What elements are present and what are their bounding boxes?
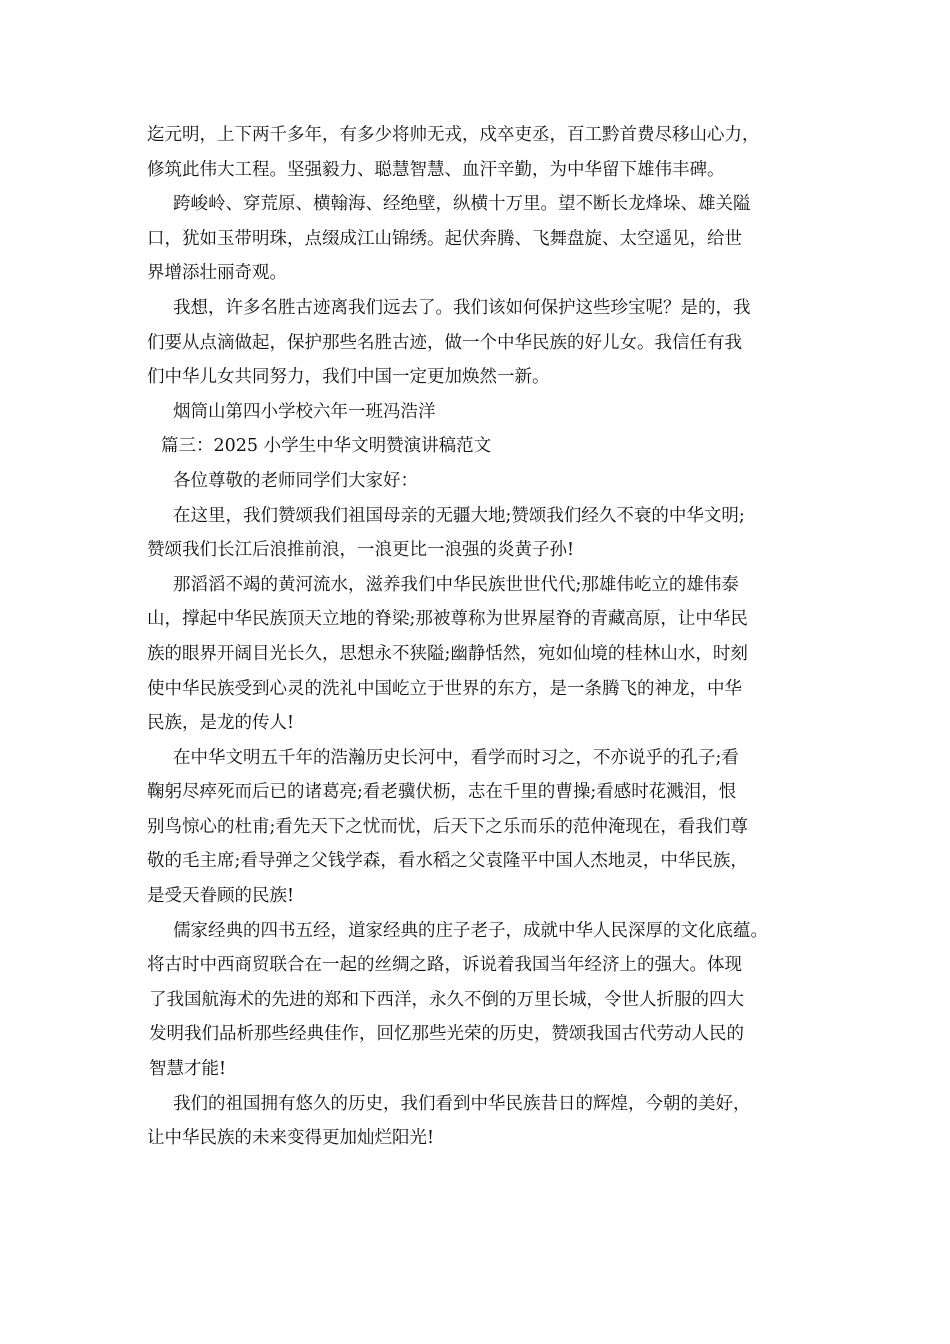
paragraph-start-line: 在这里，我们赞颂我们祖国母亲的无疆大地;赞颂我们经久不衰的中华文明; (173, 505, 745, 526)
text-line: 使中华民族受到心灵的洗礼中国屹立于世界的东方，是一条腾飞的神龙，中华 (147, 678, 742, 699)
text-line: 民族，是龙的传人! (147, 713, 295, 734)
text-line: 了我国航海术的先进的郑和下西洋，永久不倒的万里长城，令世人折服的四大 (149, 989, 744, 1010)
paragraph-start-line: 跨峻岭、穿荒原、横翰海、经绝壁，纵横十万里。望不断长龙烽垛、雄关隘 (173, 194, 751, 215)
text-line: 鞠躬尽瘁死而后已的诸葛亮;看老骥伏枥，志在千里的曹操;看感时花溅泪，恨 (147, 782, 737, 803)
text-line: 让中华民族的未来变得更加灿烂阳光! (147, 1128, 435, 1149)
text-line: 是受天眷顾的民族! (147, 886, 295, 907)
text-line: 们要从点滴做起，保护那些名胜古迹，做一个中华民族的好儿女。我信任有我 (147, 332, 742, 353)
text-line: 山，撑起中华民族顶天立地的脊梁;那被尊称为世界屋脊的青藏高原，让中华民 (147, 609, 748, 630)
author-line: 烟筒山第四小学校六年一班冯浩洋 (173, 401, 436, 422)
text-line: 界增添壮丽奇观。 (147, 263, 287, 284)
text-line: 将古时中西商贸联合在一起的丝绸之路，诉说着我国当年经济上的强大。体现 (147, 955, 742, 976)
text-line: 族的眼界开阔目光长久，思想永不狭隘;幽静恬然，宛如仙境的桂林山水，时刻 (147, 643, 748, 664)
paragraph-start-line: 我想，许多名胜古迹离我们远去了。我们该如何保护这些珍宝呢？是的，我 (173, 297, 751, 318)
text-line: 口，犹如玉带明珠，点缀成江山锦绣。起伏奔腾、飞舞盘旋、太空遥见，给世 (147, 228, 742, 249)
text-line: 敬的毛主席;看导弹之父钱学森，看水稻之父袁隆平中国人杰地灵，中华民族， (147, 851, 748, 872)
salutation-line: 各位尊敬的老师同学们大家好： (173, 470, 418, 491)
paragraph-start-line: 我们的祖国拥有悠久的历史，我们看到中华民族昔日的辉煌，今朝的美好， (173, 1093, 751, 1114)
text-line: 赞颂我们长江后浪推前浪，一浪更比一浪强的炎黄子孙! (147, 540, 575, 561)
text-line: 们中华儿女共同努力，我们中国一定更加焕然一新。 (147, 367, 550, 388)
text-line: 修筑此伟大工程。坚强毅力、聪慧智慧、血汗辛勤，为中华留下雄伟丰碑。 (147, 159, 725, 180)
text-line: 智慧才能! (149, 1059, 227, 1080)
document-body (147, 118, 827, 1156)
text-line: 别鸟惊心的杜甫;看先天下之忧而忧，后天下之乐而乐的范仲淹现在，看我们尊 (147, 816, 748, 837)
paragraph-start-line: 在中华文明五千年的浩瀚历史长河中，看学而时习之，不亦说乎的孔子;看 (173, 747, 739, 768)
text-line: 发明我们品析那些经典佳作，回忆那些光荣的历史，赞颂我国古代劳动人民的 (149, 1024, 744, 1045)
paragraph-start-line: 儒家经典的四书五经，道家经典的庄子老子，成就中华人民深厚的文化底蕴。 (173, 920, 768, 941)
section-heading: 篇三：2025 小学生中华文明赞演讲稿范文 (161, 436, 492, 457)
paragraph-start-line: 那滔滔不竭的黄河流水，滋养我们中华民族世世代代;那雄伟屹立的雄伟泰 (173, 574, 739, 595)
text-line: 迄元明，上下两千多年，有多少将帅无戎，戍卒吏丞，百工黔首费尽移山心力， (147, 125, 760, 145)
